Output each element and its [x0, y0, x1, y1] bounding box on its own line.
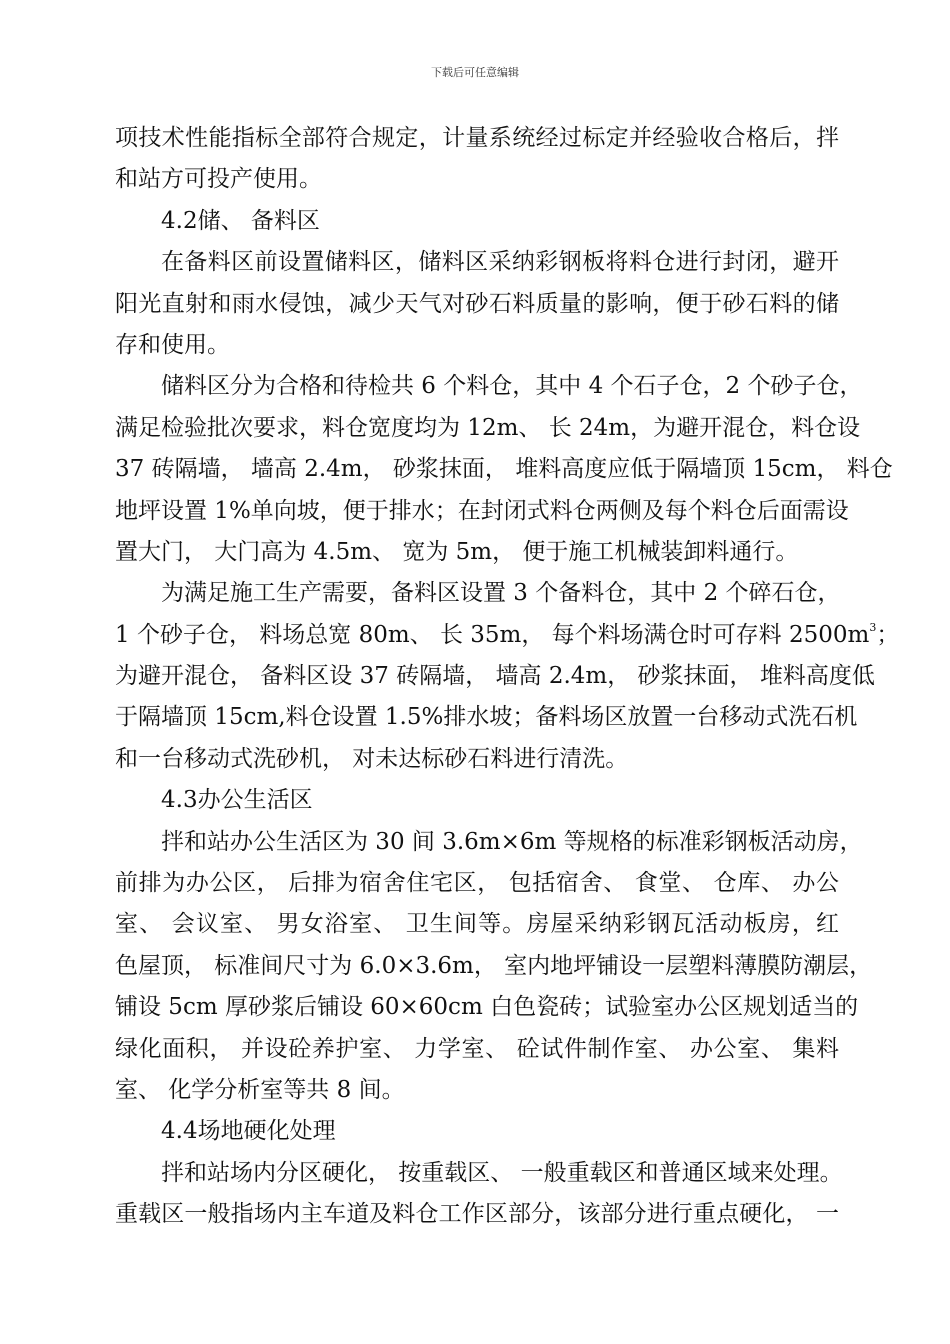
section-heading: 4.3办公生活区 [161, 787, 313, 814]
text-line: 色屋顶， 标准间尺寸为 6.0×3.6m， 室内地坪铺设一层塑料薄膜防潮层， [115, 952, 873, 979]
document-body [115, 118, 900, 1236]
text-line: 铺设 5cm 厚砂浆后铺设 60×60cm 白色瓷砖；试验室办公区规划适当的 [115, 994, 859, 1021]
text-line: 储料区分为合格和待检共 6 个料仓，其中 4 个石子仓，2 个砂子仓， [161, 373, 863, 400]
text-line [115, 615, 900, 656]
text-line: 地坪设置 1%单向坡，便于排水；在封闭式料仓两侧及每个料仓后面需设 [115, 497, 849, 524]
text-line: 重载区一般指场内主车道及料仓工作区部分，该部分进行重点硬化， 一 [115, 1201, 839, 1228]
text-line: 拌和站办公生活区为 30 间 3.6m×6m 等规格的标准彩钢板活动房， [161, 828, 863, 855]
text-line: 于隔墙顶 15cm,料仓设置 1.5%排水坡；备料场区放置一台移动式洗石机 [115, 704, 858, 731]
text-line: 为满足施工生产需要，备料区设置 3 个备料仓，其中 2 个碎石仓， [161, 580, 841, 607]
text-line: 项技术性能指标全部符合规定，计量系统经过标定并经验收合格后，拌 [115, 125, 839, 151]
text-line: 满足检验批次要求，料仓宽度均为 12m、 长 24m，为避开混仓，料仓设 [115, 414, 861, 441]
text-line: 存和使用。 [115, 331, 230, 358]
text-line: 37 砖隔墙， 墙高 2.4m， 砂浆抹面， 堆料高度应低于隔墙顶 15cm， 料仓 [115, 456, 893, 483]
text-line: 绿化面积， 并设砼养护室、 力学室、 砼试件制作室、 办公室、 集料 [115, 1035, 839, 1062]
superscript: 3 [869, 621, 877, 635]
text-line: 前排为办公区， 后排为宿舍住宅区， 包括宿舍、 食堂、 仓库、 办公 [115, 870, 839, 897]
text-line: 阳光直射和雨水侵蚀，减少天气对砂石料质量的影响，便于砂石料的储 [115, 290, 839, 317]
text-line: 拌和站场内分区硬化， 按重载区、 一般重载区和普通区域来处理。 [161, 1159, 843, 1186]
text-line: 和一台移动式洗砂机， 对未达标砂石料进行清洗。 [115, 745, 629, 772]
text-line: 室、 化学分析室等共 8 间。 [115, 1076, 405, 1103]
section-heading: 4.4场地硬化处理 [161, 1118, 336, 1145]
text-line: 置大门， 大门高为 4.5m、 宽为 5m， 便于施工机械装卸料通行。 [115, 538, 799, 565]
text-segment: 1 个砂子仓， 料场总宽 80m、 长 35m， 每个料场满仓时可存料 2500m [115, 621, 870, 648]
page-header: 下载后可任意编辑 [431, 66, 519, 79]
text-line: 和站方可投产使用。 [115, 166, 322, 193]
text-segment: ； [876, 621, 900, 648]
section-heading: 4.2储、 备料区 [161, 207, 320, 234]
text-line: 在备料区前设置储料区，储料区采纳彩钢板将料仓进行封闭，避开 [161, 249, 839, 276]
text-line: 室、 会议室、 男女浴室、 卫生间等。房屋采纳彩钢瓦活动板房，红 [115, 911, 839, 938]
text-line: 为避开混仓， 备料区设 37 砖隔墙， 墙高 2.4m， 砂浆抹面， 堆料高度低 [115, 663, 875, 690]
